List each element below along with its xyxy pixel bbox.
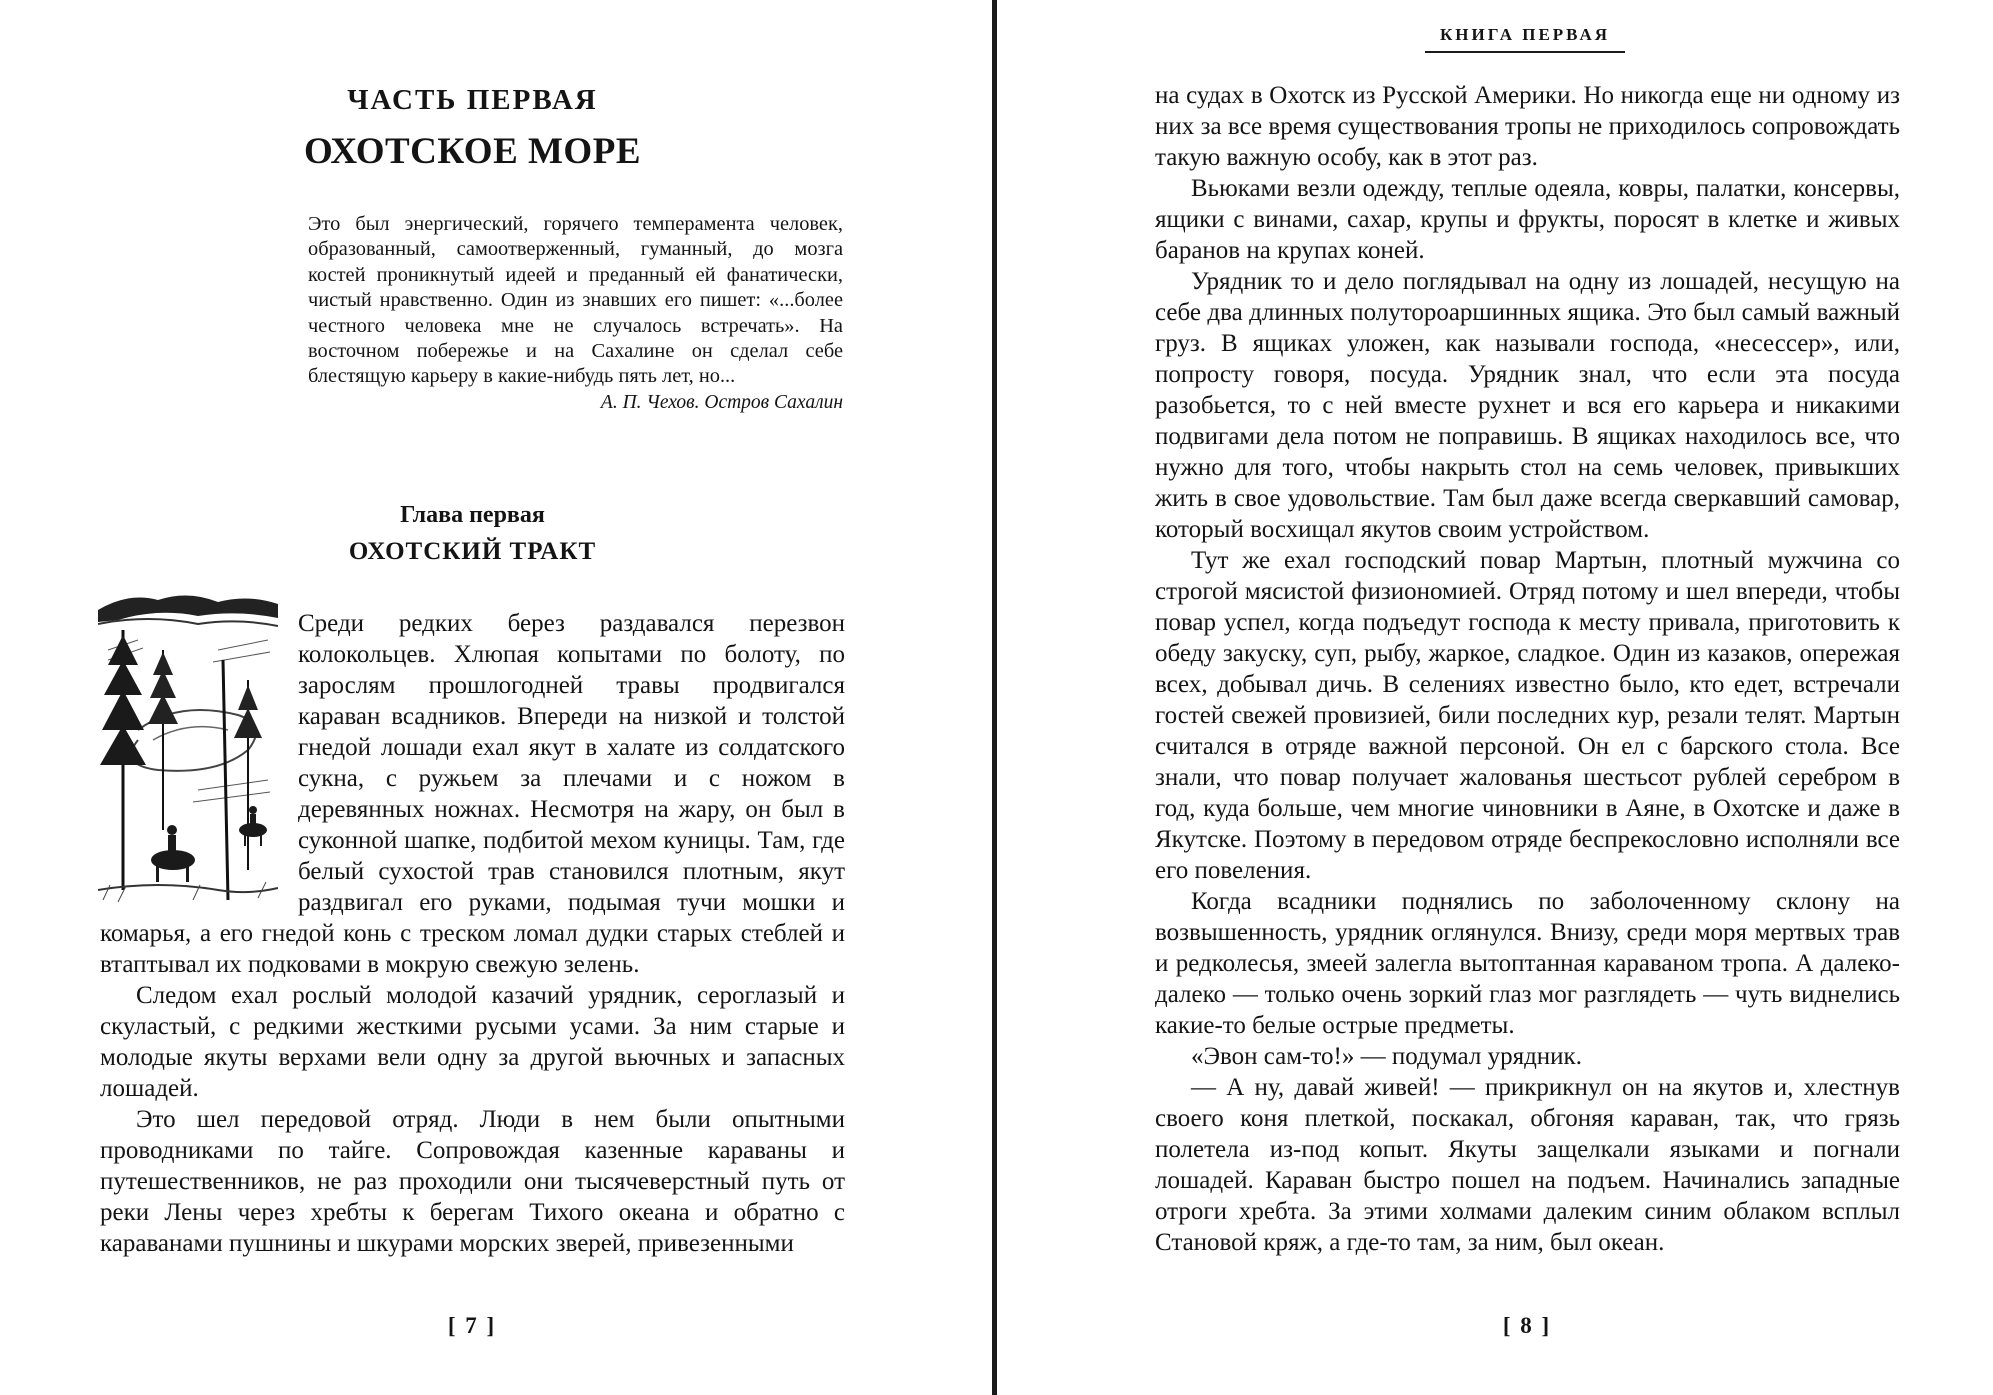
- paragraph: Урядник то и дело поглядывал на одну из лошадей, несущую на себе два длинных полутороаршинных ящика. Это был самый важный груз. В ящиках уложен, как называли господа, «несессер», или, попросту говоря, посуда. Урядник знал, что если эта посуда разобьется, то с ней вместе рухнет и вся его карьера и никакими подвигами дела потом не поправишь. В ящиках находилось все, что нужно для того, чтобы накрыть стол на семь человек, привыкших жить в свое удовольствие. Там был даже всегда сверкавший самовар, который восхищал якутов своим устройством.: [1155, 268, 1900, 543]
- right-body-text: [1155, 80, 1900, 1258]
- left-body-text: [100, 608, 845, 1259]
- left-page: [0, 0, 992, 1395]
- running-head: КНИГА ПЕРВАЯ: [1425, 25, 1625, 53]
- epigraph: Это был энергический, горячего темперамента человек, образованный, самоотверженный, гуманный, до мозга костей проникнутый идеей и преданный ей фанатически, чистый нравственно. Один из знавших его пишет: «...более честного человека мне не случалось встречать». На восточном побережье и на Сахалине он сделал себе блестящую карьеру в какие-нибудь пять лет, но...: [308, 213, 843, 388]
- book-gutter: [992, 0, 997, 1395]
- paragraph: Это шел передовой отряд. Люди в нем были опытными проводниками по тайге. Сопровождая казенные караваны и путешественников, не раз проходили они тысячеверстный путь от реки Лены через хребты к берегам Тихого океана и обратно с караванами пушнины и шкурами морских зверей, привезенными: [100, 1106, 845, 1257]
- page-number-left: [ 7 ]: [447, 1313, 497, 1338]
- chapter-label: Глава первая: [400, 502, 545, 528]
- right-page: [1000, 0, 1993, 1395]
- paragraph: Следом ехал рослый молодой казачий урядник, сероглазый и скуластый, с редкими жесткими русыми усами. За ним старые и молодые якуты верхами вели одну за другой вьючных и запасных лошадей.: [100, 982, 845, 1102]
- illustration-wrap-spacer: [100, 608, 298, 913]
- part-title: ОХОТСКОЕ МОРЕ: [303, 131, 641, 172]
- paragraph: Тут же ехал господский повар Мартын, плотный мужчина со строгой мясистой физиономией. Отряд потому и шел впереди, чтобы повар успел, когда подъедут господа к месту привала, приготовить к обеду закуску, суп, рыбу, жаркое, сладкое. Один из казаков, опережая всех, добывал дичь. В селениях известно было, кто едет, встречали гостей свежей провизией, били последних кур, резали телят. Мартын считался в отряде важной персоной. Он ел с барского стола. Все знали, что повар получает жалованья шестьсот рублей серебром в год, куда больше, чем многие чиновники в Аяне, в Охотске и даже в Якутске. Поэтому в передовом отряде беспрекословно исполняли все его повеления.: [1155, 547, 1900, 884]
- part-label: ЧАСТЬ ПЕРВАЯ: [347, 84, 598, 116]
- paragraph: на судах в Охотск из Русской Америки. Но никогда еще ни одному из них за все время существования тропы не приходилось сопровождать такую важную особу, как в этот раз.: [1155, 82, 1900, 171]
- paragraph: Среди редких берез раздавался перезвон колокольцев. Хлюпая копытами по болоту, по зарослям прошлогодней травы продвигался караван всадников. Впереди на низкой и толстой гнедой лошади ехал якут в халате из солдатского сукна, с ружьем за плечами и с ножом в деревянных ножнах. Несмотря на жару, он был в суконной шапке, подбитой мехом куницы. Там, где белый сухостой трав становился плотным, якут раздвигал его руками, подымая тучи мошки и комарья, а его гнедой конь с треском ломал дудки старых стеблей и втаптывал их подковами в мокрую свежую зелень.: [100, 610, 845, 978]
- page-number-right: [ 8 ]: [1502, 1313, 1552, 1338]
- epigraph-attribution: А. П. Чехов. Остров Сахалин: [600, 392, 843, 413]
- paragraph: Когда всадники поднялись по заболоченному склону на возвышенность, урядник оглянулся. Внизу, среди моря мертвых трав и редколесья, змеей залегла вытоптанная караваном тропа. А далеко-далеко — только очень зоркий глаз мог разглядеть — чуть виднелись какие-то белые острые предметы.: [1155, 888, 1900, 1039]
- paragraph: Вьюками везли одежду, теплые одеяла, ковры, палатки, консервы, ящики с винами, сахар, крупы и фрукты, поросят в клетке и живых баранов на крупах коней.: [1155, 175, 1900, 264]
- paragraph: — А ну, давай живей! — прикрикнул он на якутов и, хлестнув своего коня плеткой, поскакал, обгоняя караван, так, что грязь полетела из-под копыт. Якуты защелкали языками и погнали лошадей. Караван быстро пошел на подъем. Начинались западные отроги хребта. За этими холмами далеким синим облаком всплыл Становой кряж, а где-то там, за ним, был океан.: [1155, 1074, 1900, 1256]
- chapter-title: ОХОТСКИЙ ТРАКТ: [348, 538, 597, 565]
- paragraph: «Эвон сам-то!» — подумал урядник.: [1191, 1043, 1582, 1070]
